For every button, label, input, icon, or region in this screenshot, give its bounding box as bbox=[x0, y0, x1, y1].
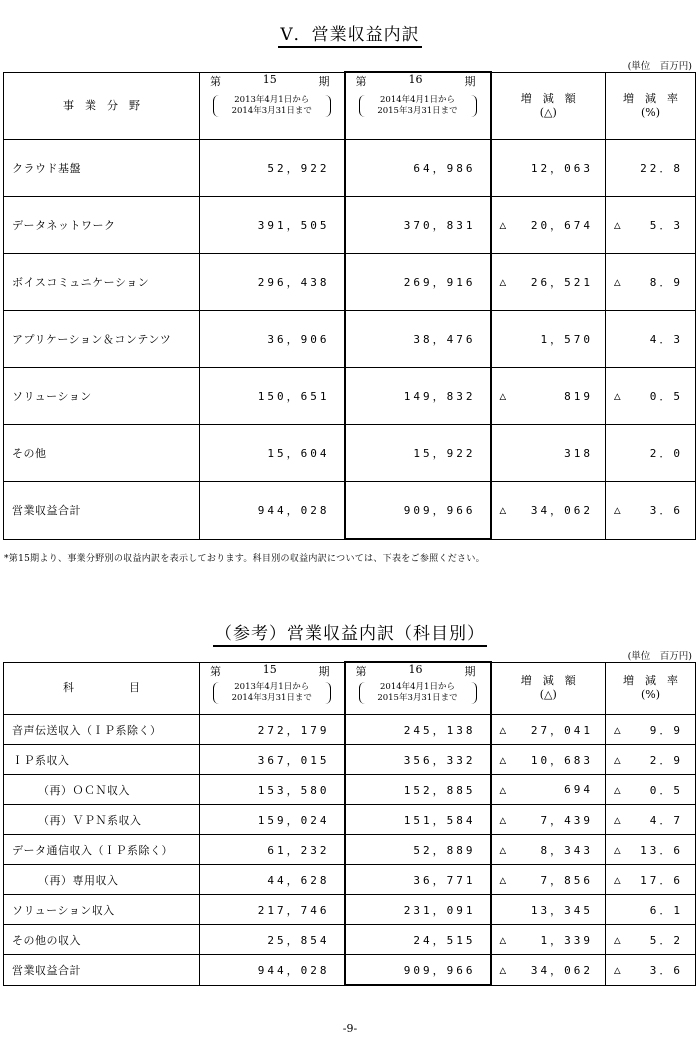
period15-value: 150，651 bbox=[200, 368, 345, 425]
row-name: （再）専用収入 bbox=[4, 865, 200, 895]
decrease-mark: △ bbox=[614, 933, 621, 946]
diff-value: 318 bbox=[491, 425, 606, 482]
table-row bbox=[4, 482, 696, 540]
period16-value: 269，916 bbox=[345, 254, 491, 311]
decrease-mark: △ bbox=[614, 963, 621, 977]
period16-value: 370，831 bbox=[345, 197, 491, 254]
decrease-mark: △ bbox=[499, 218, 507, 232]
rate-value: △ 0．5 bbox=[606, 368, 696, 425]
period15-value: 52，922 bbox=[200, 140, 345, 197]
header-period15: 第 15 期 2013年4月1日から 2014年3月31日まで bbox=[200, 662, 345, 715]
header-field: 事 業 分 野 bbox=[4, 72, 200, 140]
rate-value: △ 4．7 bbox=[606, 805, 696, 835]
rate-value: 2．0 bbox=[606, 425, 696, 482]
table-row bbox=[4, 955, 696, 986]
period16-value: 24，515 bbox=[345, 925, 491, 955]
period15-value: 217，746 bbox=[200, 895, 345, 925]
row-name: データネットワーク bbox=[4, 197, 200, 254]
period15-value: 15，604 bbox=[200, 425, 345, 482]
diff-value: △ 34，062 bbox=[491, 482, 606, 540]
diff-value: △ 819 bbox=[491, 368, 606, 425]
diff-value: △ 7，439 bbox=[491, 805, 606, 835]
decrease-mark: △ bbox=[614, 275, 621, 289]
table-row bbox=[4, 715, 696, 745]
row-name: （再）ＶＰＮ系収入 bbox=[4, 805, 200, 835]
table-row bbox=[4, 140, 696, 197]
table-row bbox=[4, 835, 696, 865]
row-name: ＩＰ系収入 bbox=[4, 745, 200, 775]
period15-value: 153，580 bbox=[200, 775, 345, 805]
header-diff: 増 減 額 (△) bbox=[491, 662, 606, 715]
header-rate: 増 減 率 (%) bbox=[606, 72, 696, 140]
table-row bbox=[4, 197, 696, 254]
rate-value: △ 3．6 bbox=[606, 955, 696, 986]
decrease-mark: △ bbox=[614, 843, 621, 856]
section1-note: *第15期より、事業分野別の収益内訳を表示しております。科目別の収益内訳については、下表をご参照ください。 bbox=[4, 554, 485, 564]
rate-value: △ 8．9 bbox=[606, 254, 696, 311]
section1-unit: (単位 百万円) bbox=[627, 61, 692, 72]
section1-title: Ⅴ．営業収益内訳 bbox=[0, 20, 700, 45]
rate-value: △ 5．3 bbox=[606, 197, 696, 254]
decrease-mark: △ bbox=[499, 963, 507, 977]
diff-value: 12，063 bbox=[491, 140, 606, 197]
header-period15: 第 15 期 2013年4月1日から 2014年3月31日まで bbox=[200, 72, 345, 140]
row-name: アプリケーション＆コンテンツ bbox=[4, 311, 200, 368]
decrease-mark: △ bbox=[499, 933, 507, 946]
period15-value: 44，628 bbox=[200, 865, 345, 895]
decrease-mark: △ bbox=[499, 873, 507, 886]
table-row bbox=[4, 895, 696, 925]
rate-value: △ 2．9 bbox=[606, 745, 696, 775]
period16-value: 245，138 bbox=[345, 715, 491, 745]
decrease-mark: △ bbox=[614, 873, 621, 886]
row-name: クラウド基盤 bbox=[4, 140, 200, 197]
rate-value: 6．1 bbox=[606, 895, 696, 925]
decrease-mark: △ bbox=[499, 753, 507, 766]
diff-value: △ 27，041 bbox=[491, 715, 606, 745]
period16-value: 52，889 bbox=[345, 835, 491, 865]
row-name: ソリューション bbox=[4, 368, 200, 425]
diff-value: △ 20，674 bbox=[491, 197, 606, 254]
decrease-mark: △ bbox=[499, 389, 507, 403]
decrease-mark: △ bbox=[614, 813, 621, 826]
table-row bbox=[4, 425, 696, 482]
rate-value: 22．8 bbox=[606, 140, 696, 197]
period16-value: 231，091 bbox=[345, 895, 491, 925]
revenue-by-account-table bbox=[3, 661, 696, 986]
diff-value: △ 694 bbox=[491, 775, 606, 805]
period16-value: 151，584 bbox=[345, 805, 491, 835]
decrease-mark: △ bbox=[499, 503, 507, 517]
header-diff: 増 減 額 (△) bbox=[491, 72, 606, 140]
table-row bbox=[4, 865, 696, 895]
row-name: その他の収入 bbox=[4, 925, 200, 955]
decrease-mark: △ bbox=[499, 783, 507, 796]
diff-value: △ 8，343 bbox=[491, 835, 606, 865]
table-row bbox=[4, 745, 696, 775]
diff-value: 1，570 bbox=[491, 311, 606, 368]
diff-value: △ 26，521 bbox=[491, 254, 606, 311]
header-rate: 増 減 率 (%) bbox=[606, 662, 696, 715]
diff-value: △ 10，683 bbox=[491, 745, 606, 775]
revenue-by-segment-table bbox=[3, 71, 696, 540]
period15-value: 61，232 bbox=[200, 835, 345, 865]
decrease-mark: △ bbox=[614, 783, 621, 796]
period16-value: 152，885 bbox=[345, 775, 491, 805]
period16-value: 15，922 bbox=[345, 425, 491, 482]
diff-value: △ 1，339 bbox=[491, 925, 606, 955]
period15-value: 944，028 bbox=[200, 482, 345, 540]
row-name: データ通信収入（ＩＰ系除く） bbox=[4, 835, 200, 865]
period16-value: 64，986 bbox=[345, 140, 491, 197]
header-period16: 第 16 期 2014年4月1日から 2015年3月31日まで bbox=[345, 662, 491, 715]
period15-value: 296，438 bbox=[200, 254, 345, 311]
rate-value: △ 13．6 bbox=[606, 835, 696, 865]
period15-value: 391，505 bbox=[200, 197, 345, 254]
diff-value: △ 7，856 bbox=[491, 865, 606, 895]
table-row bbox=[4, 368, 696, 425]
row-name: その他 bbox=[4, 425, 200, 482]
row-name: ソリューション収入 bbox=[4, 895, 200, 925]
decrease-mark: △ bbox=[614, 723, 621, 736]
period15-value: 25，854 bbox=[200, 925, 345, 955]
period16-value: 36，771 bbox=[345, 865, 491, 895]
row-name: ボイスコミュニケーション bbox=[4, 254, 200, 311]
section2-title: （参考）営業収益内訳（科目別） bbox=[0, 619, 700, 644]
row-name: 音声伝送収入（ＩＰ系除く） bbox=[4, 715, 200, 745]
rate-value: △ 9．9 bbox=[606, 715, 696, 745]
period15-value: 36，906 bbox=[200, 311, 345, 368]
period16-value: 38，476 bbox=[345, 311, 491, 368]
rate-value: △ 0．5 bbox=[606, 775, 696, 805]
table-row bbox=[4, 805, 696, 835]
decrease-mark: △ bbox=[614, 218, 621, 232]
table-row bbox=[4, 254, 696, 311]
rate-value: △ 5．2 bbox=[606, 925, 696, 955]
rate-value: △ 3．6 bbox=[606, 482, 696, 540]
decrease-mark: △ bbox=[614, 753, 621, 766]
decrease-mark: △ bbox=[614, 503, 621, 517]
rate-value: 4．3 bbox=[606, 311, 696, 368]
decrease-mark: △ bbox=[499, 723, 507, 736]
period15-value: 272，179 bbox=[200, 715, 345, 745]
row-name: （再）ＯＣＮ収入 bbox=[4, 775, 200, 805]
period15-value: 367，015 bbox=[200, 745, 345, 775]
decrease-mark: △ bbox=[499, 843, 507, 856]
decrease-mark: △ bbox=[614, 389, 621, 403]
diff-value: △ 34，062 bbox=[491, 955, 606, 986]
period15-value: 944，028 bbox=[200, 955, 345, 986]
period16-value: 909，966 bbox=[345, 482, 491, 540]
header-field: 科 目 bbox=[4, 662, 200, 715]
table-row bbox=[4, 311, 696, 368]
period16-value: 149，832 bbox=[345, 368, 491, 425]
period16-value: 909，966 bbox=[345, 955, 491, 986]
diff-value: 13，345 bbox=[491, 895, 606, 925]
decrease-mark: △ bbox=[499, 275, 507, 289]
header-period16: 第 16 期 2014年4月1日から 2015年3月31日まで bbox=[345, 72, 491, 140]
period15-value: 159，024 bbox=[200, 805, 345, 835]
table-row bbox=[4, 775, 696, 805]
page-number: -9- bbox=[342, 1022, 358, 1035]
row-name: 営業収益合計 bbox=[4, 482, 200, 540]
decrease-mark: △ bbox=[499, 813, 507, 826]
section2-unit: (単位 百万円) bbox=[627, 651, 692, 662]
rate-value: △ 17．6 bbox=[606, 865, 696, 895]
table-row bbox=[4, 925, 696, 955]
period16-value: 356，332 bbox=[345, 745, 491, 775]
row-name: 営業収益合計 bbox=[4, 955, 200, 986]
